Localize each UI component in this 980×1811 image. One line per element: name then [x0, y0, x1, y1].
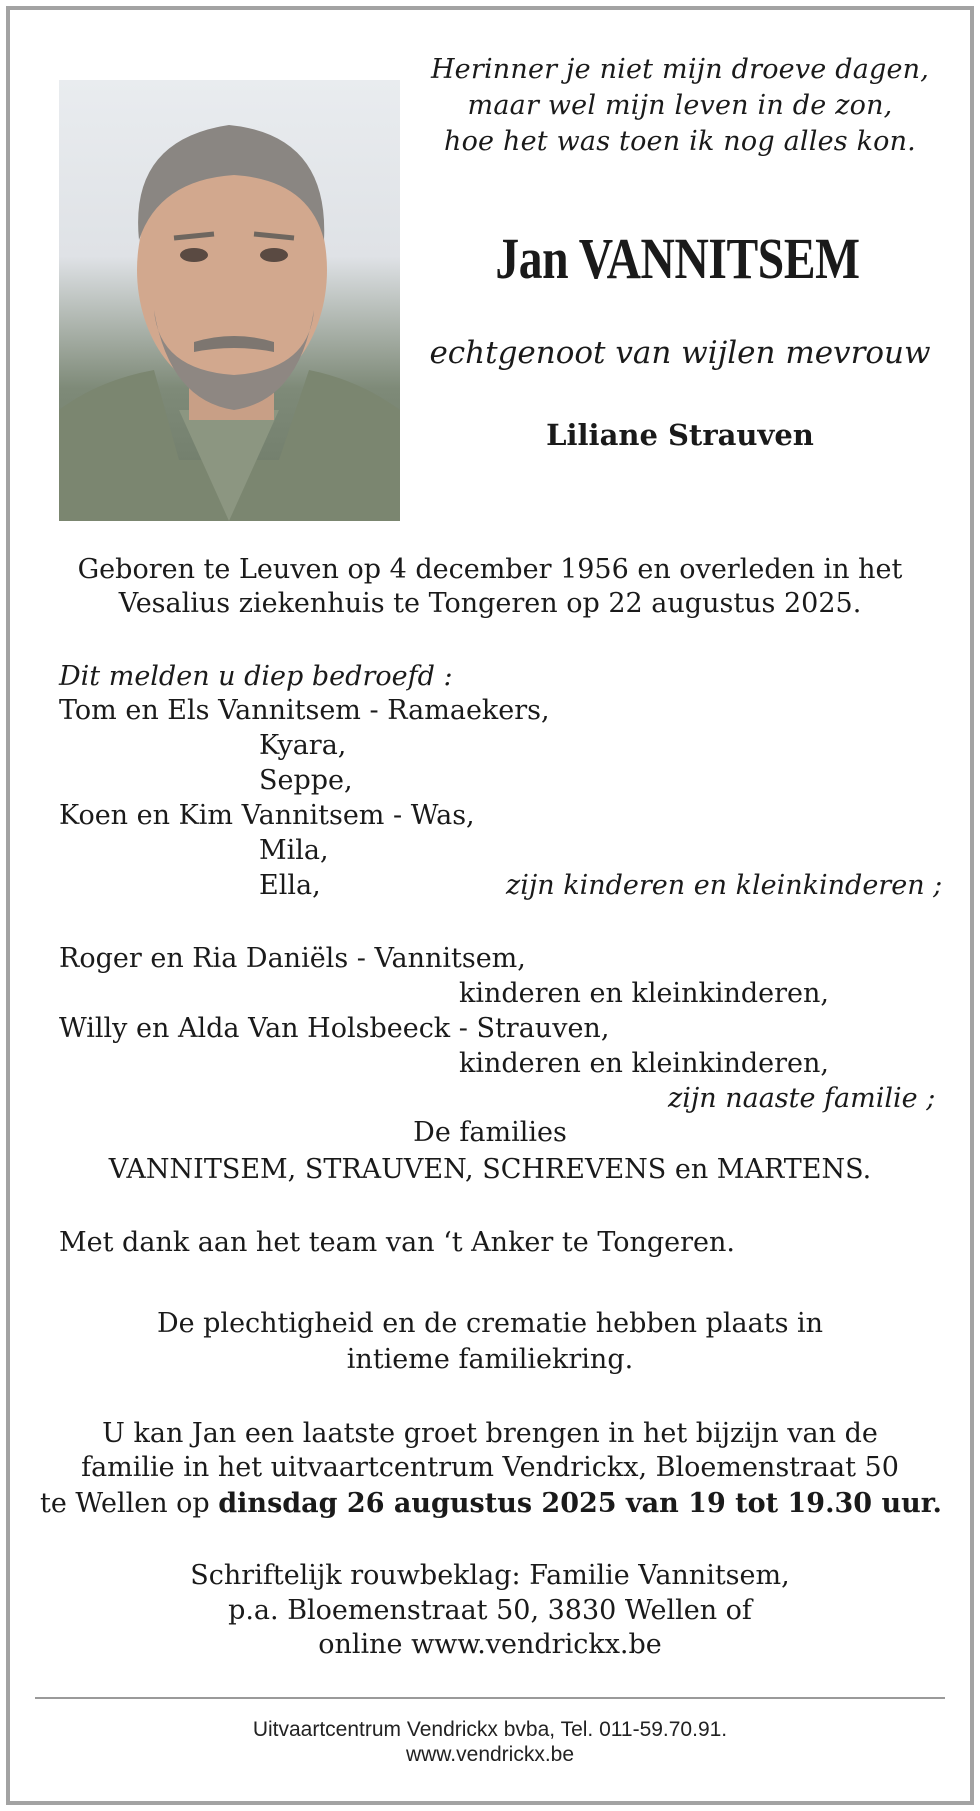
deceased-name: Jan VANNITSEM [495, 226, 860, 291]
condolences-line-1: Schriftelijk rouwbeklag: Familie Vannitsem, [190, 1560, 790, 1591]
close-family-label: zijn naaste familie ; [668, 1083, 936, 1114]
ceremony-line-1: De plechtigheid en de crematie hebben plaats in [156, 1308, 824, 1339]
birth-death-line-1: Geboren te Leuven op 4 december 1956 en overleden in het [77, 554, 903, 585]
portrait-drawing [59, 80, 400, 521]
family-line: Roger en Ria Daniëls - Vannitsem, [59, 943, 526, 974]
visitation-datetime: dinsdag 26 augustus 2025 van 19 tot 19.30 uur. [218, 1488, 942, 1519]
ceremony-line-2: intieme familiekring. [346, 1344, 634, 1375]
grandchild-name: Mila, [259, 835, 329, 866]
families-label: De families [413, 1117, 567, 1148]
footer-website: www.vendrickx.be [405, 1743, 575, 1766]
condolences-line-3: online www.vendrickx.be [318, 1629, 662, 1660]
poem-line: maar wel mijn leven in de zon, [467, 90, 893, 121]
grandchild-name: Seppe, [259, 765, 353, 796]
grandchild-name: Ella, [259, 870, 321, 901]
portrait-photo [59, 80, 400, 521]
children-label: zijn kinderen en kleinkinderen ; [506, 870, 943, 901]
memorial-poem [405, 52, 955, 160]
poem-line: hoe het was toen ik nog alles kon. [444, 126, 916, 157]
visitation-line-3 [40, 1487, 940, 1521]
visitation-line-1: U kan Jan een laatste groet brengen in het bijzijn van de [102, 1418, 878, 1449]
visitation-line-2: familie in het uitvaartcentrum Vendrickx, Bloemenstraat 50 [81, 1452, 899, 1483]
families-names: VANNITSEM, STRAUVEN, SCHREVENS en MARTENS. [108, 1154, 872, 1185]
spouse-relation: echtgenoot van wijlen mevrouw [429, 335, 931, 371]
poem-line: Herinner je niet mijn droeve dagen, [430, 54, 930, 85]
family-sub-line: kinderen en kleinkinderen, [459, 978, 829, 1009]
birth-death-line-2: Vesalius ziekenhuis te Tongeren op 22 augustus 2025. [118, 588, 862, 619]
grandchild-name: Kyara, [259, 730, 347, 761]
footer-divider [35, 1697, 945, 1699]
mourners-intro: Dit melden u diep bedroefd : [59, 661, 453, 692]
condolences-line-2: p.a. Bloemenstraat 50, 3830 Wellen of [228, 1595, 752, 1626]
family-sub-line: kinderen en kleinkinderen, [459, 1048, 829, 1079]
visitation-place: te Wellen op [40, 1488, 210, 1519]
thanks-line: Met dank aan het team van ‘t Anker te Tongeren. [59, 1227, 735, 1258]
family-line: Willy en Alda Van Holsbeeck - Strauven, [59, 1013, 610, 1044]
spouse-name: Liliane Strauven [546, 418, 814, 452]
family-line: Tom en Els Vannitsem - Ramaekers, [59, 695, 550, 726]
family-line: Koen en Kim Vannitsem - Was, [59, 800, 475, 831]
footer-company: Uitvaartcentrum Vendrickx bvba, Tel. 011-59.70.91. [252, 1718, 728, 1741]
